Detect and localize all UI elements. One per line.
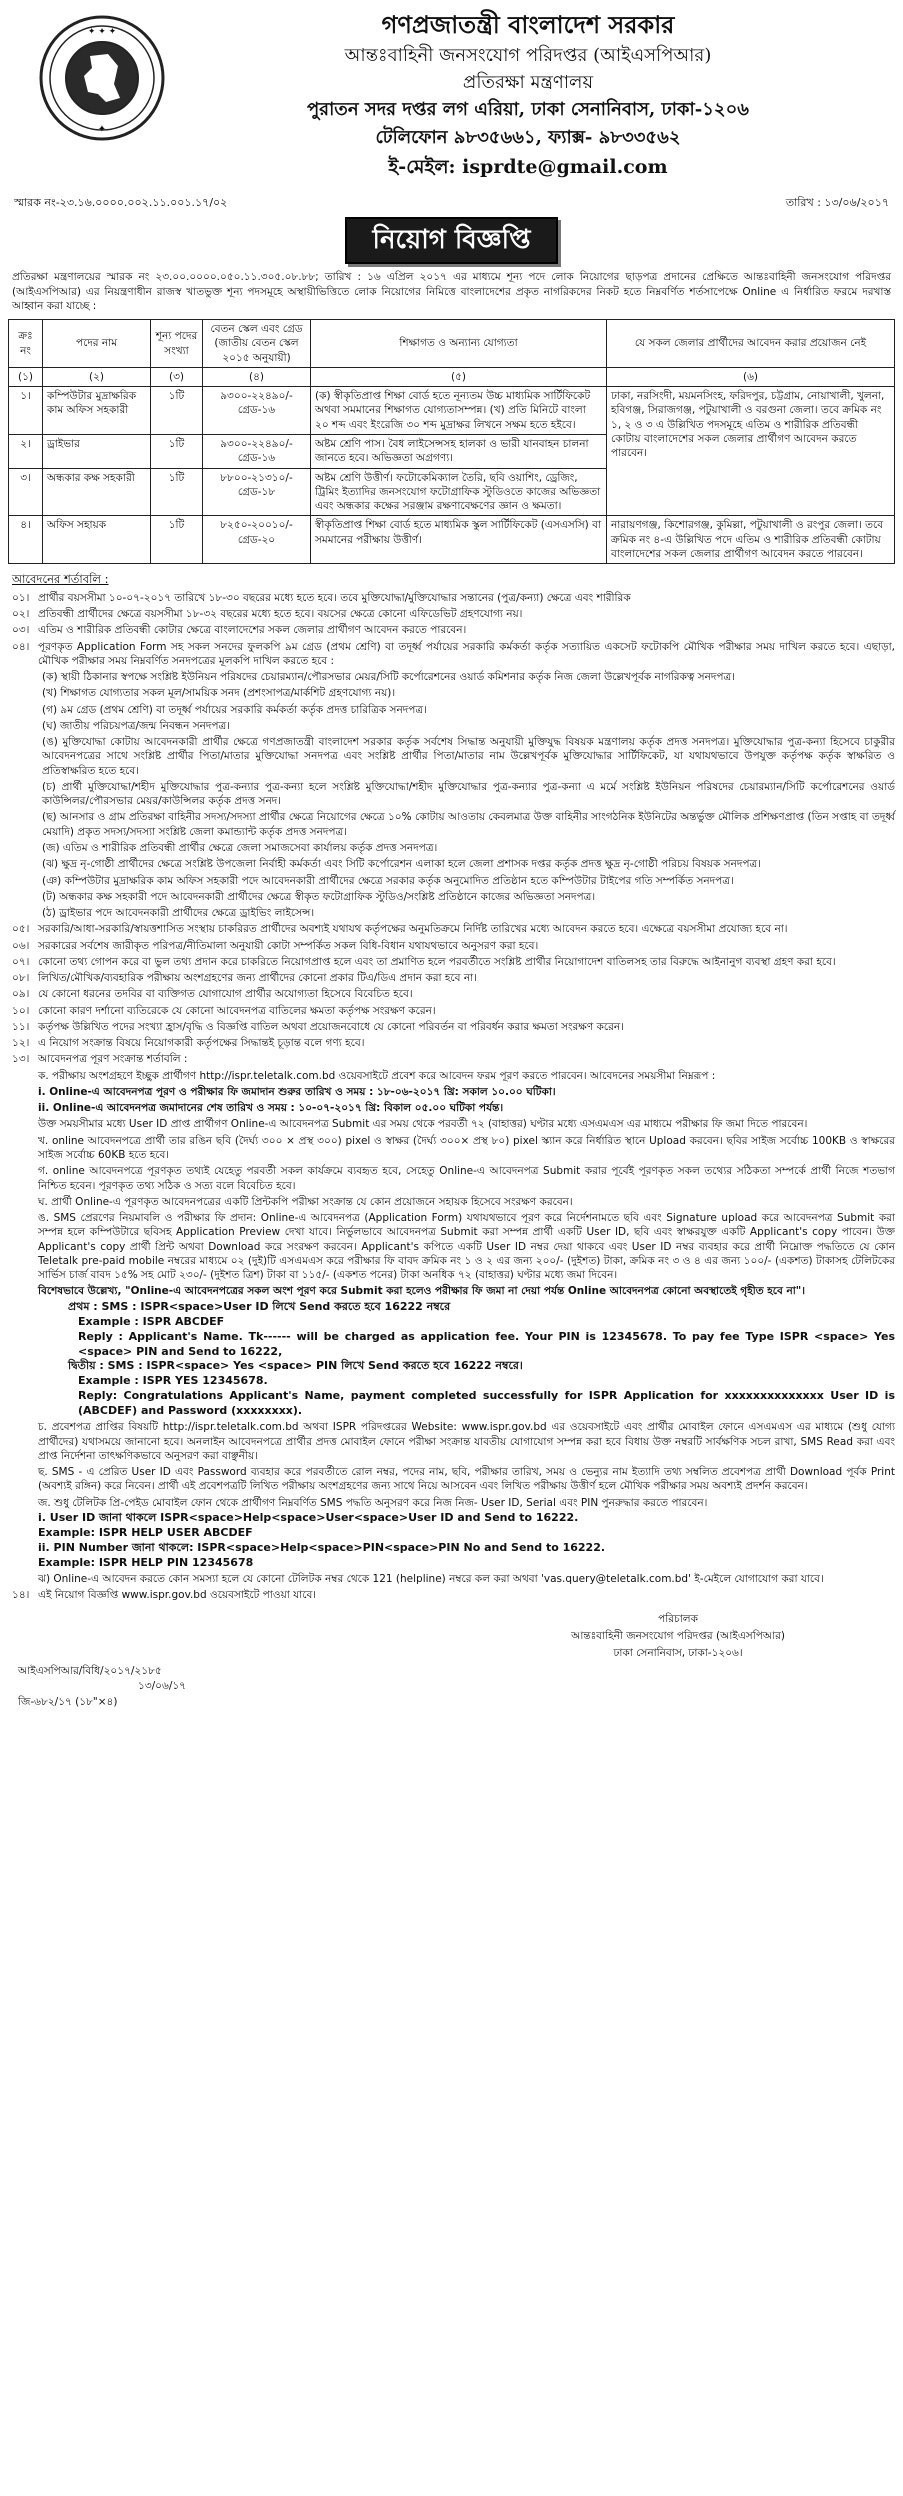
condition-number: ১১। bbox=[12, 1020, 30, 1033]
cell-count: ১টি bbox=[151, 516, 203, 564]
condition-number: ১২। bbox=[12, 1037, 30, 1050]
svg-text:✦: ✦ bbox=[97, 124, 107, 135]
footer-dfp: জি-৬৮২/১৭ (১৮"×৪) bbox=[18, 1696, 118, 1709]
condition-item bbox=[8, 986, 895, 1002]
condition-text: (ঘ) জাতীয় পরিচয়পত্র/জন্ম নিবন্ধন সনদপত্র। bbox=[42, 719, 231, 732]
cell-sl: ৩। bbox=[9, 468, 43, 516]
notice-title: নিয়োগ বিজ্ঞপ্তি bbox=[345, 217, 559, 264]
condition-item bbox=[8, 970, 895, 986]
table-row bbox=[9, 516, 895, 564]
condition-text: (ছ) আনসার ও গ্রাম প্রতিরক্ষা বাহিনীর সদস্য/সদস্যা প্রার্থীর ক্ষেত্রে নিয়োগের ক্ষেত্রে ১০% কোটায় আওতায় কেবলমাত্র উক্ত বাহিনীর সাংগঠনিক ইউনিটের অন্তর্ভুক্ত মৌলিক প্রশিক্ষণপ্রাপ্ত (তিন সপ্তাহ বা তদূর্ধ্ব মেয়াদি) প্রকৃত সদস্য/সদস্যা সংশ্লিষ্ট জেলা কমান্ড্যান্ট কর্তৃক প্রদত্ত সনদপত্র। bbox=[42, 811, 895, 838]
condition-number: ১৪। bbox=[12, 1588, 30, 1601]
intro-paragraph: প্রতিরক্ষা মন্ত্রণালয়ের স্মারক নং ২৩.০০.০০০০.০৫০.১১.৩০৫.০৮.৮৮; তারিখ : ১৬ এপ্রিল ২০১৭ এর মাধ্যমে শূন্য পদে লোক নিয়োগের ছাড়পত্র প্রদানের প্রেক্ষিতে আন্তঃবাহিনী জনসংযোগ পরিদপ্তর (আইএসপিআর) এর নিয়ন্ত্রণাধীন রাজস্ব খাতভুক্ত শূন্য পদসমূহে অস্থায়ীভিত্তিতে লোক নিয়োগের নিমিত্তে বাংলাদেশের প্রকৃত নাগরিকদের নিকট হতে নিম্নবর্ণিত শর্তসাপেক্ষে Online এ নির্ধারিত ফরমে দরখাস্ত আহ্বান করা যাচ্ছে : bbox=[12, 271, 891, 312]
phone-fax: টেলিফোন ৯৮৩৫৬৬১, ফ্যাক্স- ৯৮৩৩৫৬২ bbox=[375, 127, 681, 148]
address: পুরাতন সদর দপ্তর লগ এরিয়া, ঢাকা সেনানিবাস, ঢাকা-১২০৬ bbox=[306, 99, 750, 120]
help-pin-example: Example: ISPR HELP PIN 12345678 bbox=[38, 1555, 254, 1569]
sms-example-1: Example : ISPR ABCDEF bbox=[78, 1314, 225, 1328]
condition-text: (ঝ) ক্ষুদ্র নৃ-গোষ্ঠী প্রার্থীদের ক্ষেত্রে সংশ্লিষ্ট উপজেলা নির্বাহী কর্মকর্তা এবং সিটি কর্পোরেশন এলাকা হলে জেলা প্রশাসক দপ্তর কর্তৃক প্রদত্ত ক্ষুদ্র নৃ-গোষ্ঠী পরিচয় বিষয়ক সনদপত্র। bbox=[42, 858, 761, 871]
condition-number: ০৪। bbox=[12, 640, 30, 653]
condition-number: ০৭। bbox=[12, 955, 30, 968]
condition-number: ১৩। bbox=[12, 1053, 30, 1066]
condition-text: (জ) এতিম ও শারীরিক প্রতিবন্ধী প্রার্থীর ক্ষেত্রে জেলা সমাজসেবা কার্যালয় কর্তৃক প্রদত্ত সনদপত্র। bbox=[42, 841, 438, 854]
sms-reply-1: Reply : Applicant's Name. Tk------ will be charged as application fee. Your PIN is 12345678. To pay fee Type ISPR <space> Yes <space> PIN and Send to 16222, bbox=[78, 1329, 895, 1358]
col-number: (৩) bbox=[151, 367, 203, 386]
condition-number bbox=[8, 703, 38, 717]
memo-row bbox=[8, 196, 895, 211]
cell-scale: ৮২৫০-২০০১০/- গ্রেড-২০ bbox=[203, 516, 311, 564]
condition-text: যে কোনো ধরনের তদবির বা ব্যক্তিগত যোগাযোগ প্রার্থীর অযোগ্যতা হিসেবে বিবেচিত হবে। bbox=[38, 988, 413, 1001]
condition-item bbox=[8, 905, 895, 921]
condition-item bbox=[8, 779, 895, 810]
condition-item bbox=[8, 1003, 895, 1019]
cell-qualification: অষ্টম শ্রেণি পাস। বৈধ লাইসেন্সসহ হালকা ও ভারী যানবাহন চালনা জানতে হবে। অভিজ্ঞতা অগ্রগণ্য। bbox=[311, 434, 607, 468]
sms-step-1: প্রথম : SMS : ISPR<space>User ID লিখে Send করতে হবে 16222 নম্বরে bbox=[68, 1299, 451, 1313]
condition-text: (খ) শিক্ষাগত যোগ্যতার সকল মূল/সাময়িক সনদ (প্রশংসাপত্র/মার্কশিট গ্রহণযোগ্য নয়)। bbox=[42, 687, 396, 700]
condition-item bbox=[8, 856, 895, 872]
govt-name: গণপ্রজাতন্ত্রী বাংলাদেশ সরকার bbox=[381, 10, 675, 39]
online-f: চ. প্রবেশপত্র প্রাপ্তির বিষয়টি http://ispr.teletalk.com.bd অথবা ISPR পরিদপ্তরের Website: www.ispr.gov.bd এর ওয়েবসাইটে এবং প্রার্থীর মোবাইল ফোনে এসএমএস এর মাধ্যমে (শুধু যোগ্য প্রার্থীদের) যথাসময়ে জানানো হবে। অনলাইন আবেদনপত্রে প্রার্থীর প্রদত্ত মোবাইল ফোনে পরীক্ষা সংক্রান্ত যাবতীয় যোগাযোগ সম্পন্ন করা হবে বিধায় উক্ত নম্বরটি সার্বক্ষণিক সচল রাখা, SMS Read করা এবং প্রাপ্ত নির্দেশনা তাৎক্ষণিকভাবে অনুসরণ করা বাঞ্ছনীয়। bbox=[38, 1421, 895, 1462]
online-h: জ. শুধু টেলিটক প্রি-পেইড মোবাইল ফোন থেকে প্রার্থীগণ নিম্নবর্ণিত SMS পদ্ধতি অনুসরণ করে নিজ নিজ- User ID, Serial এবং PIN পুনরুদ্ধার করতে পারবেন। bbox=[38, 1496, 708, 1509]
online-ii: ii. Online-এ আবেদনপত্র জমাদানের শেষ তারিখ ও সময় : ১০-০৭-২০১৭ খ্রি: বিকাল ০৫.০০ ঘটিকা পর্যন্ত। bbox=[38, 1102, 504, 1115]
condition-text: প্রতিবন্ধী প্রার্থীদের ক্ষেত্রে বয়সসীমা ১৮-৩২ বছরের মধ্যে হতে হবে। বয়সের ক্ষেত্রে কোনো এফিডেভিট গ্রহণযোগ্য নয়। bbox=[38, 607, 523, 620]
condition-item bbox=[8, 809, 895, 840]
cell-count: ১টি bbox=[151, 468, 203, 516]
memo-ref: স্মারক নং-২৩.১৬.০০০০.০০২.১১.০০১.১৭/০২ bbox=[14, 196, 228, 209]
condition-item bbox=[8, 1051, 895, 1067]
condition-text: লিখিত/মৌখিক/ব্যবহারিক পরীক্ষায় অংশগ্রহণের জন্য প্রার্থীদের কোনো প্রকার টিএ/ডিএ প্রদান করা হবে না। bbox=[38, 972, 477, 985]
condition-item bbox=[8, 702, 895, 718]
col-header: শিক্ষাগত ও অন্যান্য যোগ্যতা bbox=[311, 320, 607, 368]
help-user-id: i. User ID জানা থাকলে ISPR<space>Help<space>User<space>User ID and Send to 16222. bbox=[38, 1510, 579, 1524]
condition-item bbox=[8, 954, 895, 970]
condition-text: প্রার্থীর বয়সসীমা ১০-০৭-২০১৭ তারিখে ১৮-৩০ বছরের মধ্যে হতে হবে। তবে মুক্তিযোদ্ধা/মুক্তিযোদ্ধার সন্তানের (পুত্র/কন্যা) ক্ষেত্রে এবং শারীরিক bbox=[38, 591, 631, 604]
signatory-office: আন্তঃবাহিনী জনসংযোগ পরিদপ্তর (আইএসপিআর) bbox=[571, 1630, 785, 1643]
condition-text: পূরণকৃত Application Form সহ সকল সনদের ফুলকপি ৯ম গ্রেড (প্রথম শ্রেণি) বা তদূর্ধ্ব পর্যায়ের সরকারি কর্মকর্তা কর্তৃক সত্যায়িত একসেট ফটোকপি মৌখিক পরীক্ষার সময় দাখিল করতে হবে। এছাড়া, মৌখিক পরীক্ষার সময় নিম্নবর্ণিত সনদপত্রের মূলকপি দাখিল করতে হবে : bbox=[38, 640, 895, 667]
online-i: i. Online-এ আবেদনপত্র পূরণ ও পরীক্ষার ফি জমাদান শুরুর তারিখ ও সময় : ১৮-০৬-২০১৭ খ্রি: সকাল ১০.০০ ঘটিকা। bbox=[38, 1085, 556, 1098]
condition-number bbox=[8, 780, 38, 809]
online-ii-note: উক্ত সময়সীমার মধ্যে User ID প্রাপ্ত প্রার্থীগণ Online-এ আবেদনপত্র Submit এর সময় থেকে পরবর্তী ৭২ (বাহাত্তর) ঘণ্টার মধ্যে এসএমএস এর মাধ্যমে পরীক্ষার ফি জমা দিতে পারবেন। bbox=[38, 1118, 808, 1131]
online-g: ছ. SMS - এ প্রেরিত User ID এবং Password ব্যবহার করে পরবর্তীতে রোল নম্বর, পদের নাম, ছবি, পরীক্ষার তারিখ, সময় ও ভেন্যুর নাম ইত্যাদি তথ্য সম্বলিত প্রবেশপত্র প্রার্থী Download পূর্বক Print (অবশ্যই রঙ্গিন) করে নিবেন। প্রার্থী এই প্রবেশপত্রটি লিখিত পরীক্ষায় অংশগ্রহণের জন্য সাথে নিয়ে আসবেন এবং লিখিত পরীক্ষায় উত্তীর্ণ হলে মৌখিক পরীক্ষার সময় অবশ্যই প্রদর্শন করবেন। bbox=[38, 1466, 895, 1493]
condition-item bbox=[8, 669, 895, 685]
condition-number bbox=[8, 719, 38, 733]
conditions-list bbox=[8, 590, 895, 1068]
condition-item bbox=[8, 873, 895, 889]
condition-item bbox=[8, 840, 895, 856]
online-j: ঝ) Online-এ আবেদন করতে কোন সমস্যা হলে যে কোনো টেলিটক নম্বর থেকে 121 (helpline) নম্বরে কল করা অথবা 'vas.query@teletalk.com.bd' ই-মেইলে যোগাযোগ করা যাবে। bbox=[38, 1572, 824, 1585]
footer-ref: আইএসপিআর/বিধি/২০১৭/২১৮৫ bbox=[18, 1664, 162, 1677]
cell-qualification: স্বীকৃতিপ্রাপ্ত শিক্ষা বোর্ড হতে মাধ্যমিক স্কুল সার্টিফিকেট (এসএসসি) বা সমমানের পরীক্ষায় উত্তীর্ণ। bbox=[311, 516, 607, 564]
condition-item bbox=[8, 685, 895, 701]
letterhead bbox=[8, 6, 895, 196]
condition-text: কোনো কারণ দর্শানো ব্যতিরেকে যে কোনো আবেদনপত্র বাতিলের ক্ষমতা কর্তৃপক্ষ সংরক্ষণ করেন। bbox=[38, 1004, 436, 1017]
table-row bbox=[9, 387, 895, 435]
notice-title-box bbox=[8, 217, 895, 264]
condition-item bbox=[8, 718, 895, 734]
online-b: খ. online আবেদনপত্রে প্রার্থী তার রঙিন ছবি (দৈর্ঘ্য ৩০০ × প্রস্থ ৩০০) pixel ও স্বাক্ষর (দৈর্ঘ্য ৩০০× প্রস্থ ৮০) pixel স্ক্যান করে নির্ধারিত স্থানে Upload করবেন। ছবির সাইজ সর্বোচ্চ 100KB ও স্বাক্ষরের সাইজ সর্বোচ্চ 60KB হতে হবে। bbox=[38, 1134, 895, 1162]
online-e-note: বিশেষভাবে উল্লেখ্য, "Online-এ আবেদনপত্রের সকল অংশ পূরণ করে Submit করা হলেও পরীক্ষার ফি জমা না দেয়া পর্যন্ত Online আবেদনপত্র কোনো অবস্থাতেই গৃহীত হবে না"। bbox=[38, 1285, 806, 1298]
condition-number bbox=[8, 735, 38, 778]
condition-text: কোনো তথ্য গোপন করে বা ভুল তথ্য প্রদান করে চাকরিতে নিয়োগপ্রাপ্ত হলে এবং তা প্রমাণিত হলে পরবর্তীতে সংশ্লিষ্ট প্রার্থীর নিয়োগাদেশ বাতিলসহ তার বিরুদ্ধে আইনানুগ ব্যবস্থা গ্রহণ করা হবে। bbox=[38, 955, 836, 968]
col-number: (১) bbox=[9, 367, 43, 386]
condition-item bbox=[8, 606, 895, 622]
online-c: গ. online আবেদনপত্রে পূরণকৃত তথ্যই যেহেতু পরবর্তী সকল কার্যক্রমে ব্যবহৃত হবে, সেহেতু Online-এ আবেদনপত্র Submit করার পূর্বেই পূরণকৃত সকল তথ্যের সঠিকতা সম্পর্কে প্রার্থী নিজে শতভাগ নিশ্চিত হবেন। পূরণকৃত তথ্য সঠিক ও সত্য বলে বিবেচিত হবে। bbox=[38, 1165, 895, 1192]
help-pin: ii. PIN Number জানা থাকলে: ISPR<space>Help<space>PIN<space>PIN No and Send to 16222. bbox=[38, 1540, 606, 1554]
cell-qualification: অষ্টম শ্রেণি উত্তীর্ণ। ফটোকেমিক্যাল তৈরি, ছবি ওয়াশিং, ড্রেজিং, ট্রিমিং ইত্যাদির জনসংযোগ ফটোগ্রাফিক স্টুডিওতে কাজের অভিজ্ঞতা এবং অন্ধকার কক্ষের সরঞ্জাম রক্ষণাবেক্ষণের জ্ঞান ও ক্ষমতা। bbox=[311, 468, 607, 516]
condition-text: সরকারি/আধা-সরকারি/স্বায়ত্তশাসিত সংস্থায় চাকরিরত প্রার্থীদের অবশ্যই যথাযথ কর্তৃপক্ষের অনুমতিক্রমে নির্দিষ্ট তারিখের মধ্যে আবেদন করতে হবে। এক্ষেত্রে বয়সসীমা প্রযোজ্য হবে না। bbox=[38, 923, 788, 936]
cell-districts: ঢাকা, নরসিংদী, ময়মনসিংহ, ফরিদপুর, চট্টগ্রাম, নোয়াখালী, খুলনা, হবিগঞ্জ, সিরাজগঞ্জ, পটুয়াখালী ও বরগুনা জেলা। তবে ক্রমিক নং ১, ২ ও ৩ এ উল্লিখিত পদসমূহে এতিম ও শারীরিক প্রতিবন্ধী কোটায় বাংলাদেশের সকল জেলার প্রার্থীগণ আবেদন করতে পারবেন। bbox=[607, 387, 895, 516]
condition-item bbox=[8, 921, 895, 937]
condition-text: এ নিয়োগ সংক্রান্ত বিষয়ে নিয়োগকারী কর্তৃপক্ষের সিদ্ধান্তই চূড়ান্ত বলে গণ্য হবে। bbox=[38, 1037, 365, 1050]
online-a: ক. পরীক্ষায় অংশগ্রহণে ইচ্ছুক প্রার্থীগণ http://ispr.teletalk.com.bd ওয়েবসাইটে প্রবেশ করে আবেদন ফরম পূরণ করতে পারবেন। আবেদনের সময়সীমা নিম্নরূপ : bbox=[38, 1069, 716, 1082]
condition-number bbox=[8, 874, 38, 888]
signatory-title: পরিচালক bbox=[658, 1613, 698, 1626]
cell-count: ১টি bbox=[151, 434, 203, 468]
email: ই-মেইল: isprdte@gmail.com bbox=[388, 156, 668, 178]
condition-number bbox=[8, 890, 38, 904]
col-number: (৬) bbox=[607, 367, 895, 386]
condition-number: ০১। bbox=[12, 591, 30, 604]
help-user-id-example: Example: ISPR HELP USER ABCDEF bbox=[38, 1525, 253, 1539]
condition-item bbox=[8, 639, 895, 670]
ministry-name: প্রতিরক্ষা মন্ত্রণালয় bbox=[462, 72, 594, 93]
condition-number: ০৮। bbox=[12, 972, 30, 985]
cell-count: ১টি bbox=[151, 387, 203, 435]
condition-text: আবেদনপত্র পূরণ সংক্রান্ত শর্তাবলি : bbox=[38, 1053, 188, 1066]
posts-table bbox=[8, 319, 895, 564]
cell-post: ড্রাইভার bbox=[43, 434, 151, 468]
condition-number: ০৬। bbox=[12, 939, 30, 952]
online-d: ঘ. প্রার্থী Online-এ পূরণকৃত আবেদনপত্রের একটি প্রিন্টকপি পরীক্ষা সংক্রান্ত যে কোন প্রয়োজনে সহায়ক হিসেবে সংরক্ষণ করবেন। bbox=[38, 1195, 573, 1208]
cell-post: অফিস সহায়ক bbox=[43, 516, 151, 564]
condition-text: (ঞ) কম্পিউটার মুদ্রাক্ষরিক কাম অফিস সহকারী পদে আবেদনকারী প্রার্থীদের ক্ষেত্রে সরকার কর্তৃক অনুমোদিত প্রতিষ্ঠান হতে কম্পিউটার টাইপের গতি সম্পর্কিত সনদপত্র। bbox=[42, 874, 734, 887]
condition-text: (ট) অন্ধকার কক্ষ সহকারী পদে আবেদনকারী প্রার্থীদের ক্ষেত্রে স্বীকৃত ফটোগ্রাফিক স্টুডিও/সংশ্লিষ্ট প্রতিষ্ঠানে কাজের অভিজ্ঞতা সনদপত্র। bbox=[42, 890, 596, 903]
condition-number: ০৫। bbox=[12, 923, 30, 936]
conditions-title: আবেদনের শর্তাবলি : bbox=[12, 572, 109, 587]
svg-text:✦ ✦ ✦: ✦ ✦ ✦ bbox=[87, 27, 117, 37]
condition-item bbox=[8, 889, 895, 905]
col-header: শূন্য পদের সংখ্যা bbox=[151, 320, 203, 368]
sms-reply-2: Reply: Congratulations Applicant's Name, payment completed successfully for ISPR Application for xxxxxxxxxxxxxx User ID is (ABCDEF) and Password (xxxxxxxx). bbox=[78, 1389, 895, 1418]
sms-example-2: Example : ISPR YES 12345678. bbox=[78, 1374, 268, 1388]
memo-date: তারিখ : ১৩/০৬/২০১৭ bbox=[785, 196, 889, 209]
condition-item bbox=[8, 622, 895, 638]
condition-text: (ঙ) মুক্তিযোদ্ধা কোটায় আবেদনকারী প্রার্থীর ক্ষেত্রে গণপ্রজাতন্ত্রী বাংলাদেশ সরকার কর্তৃক সর্বশেষ সিদ্ধান্ত অনুযায়ী মুক্তিযুদ্ধ বিষয়ক মন্ত্রণালয় কর্তৃক প্রদত্ত সনদপত্র। মুক্তিযোদ্ধার পুত্র-কন্যা হিসেবে চাকুরীর আবেদনপত্রের সাথে সংশ্লিষ্ট প্রার্থীর পিতা/মাতার মুক্তিযোদ্ধা সনদপত্র এবং সংশ্লিষ্ট প্রার্থীর পিতা/মাতার নাম উল্লেখপূর্বক মুক্তিযোদ্ধার সার্টিফিকেট, যা যথাযথভাবে উপযুক্ত কর্তৃপক্ষ কর্তৃক স্বাক্ষরিত ও প্রতিস্বাক্ষরিত হতে হবে। bbox=[42, 736, 895, 777]
sms-step-2: দ্বিতীয় : SMS : ISPR<space> Yes <space> PIN লিখে Send করতে হবে 16222 নম্বরে। bbox=[68, 1359, 523, 1373]
condition-text: এই নিয়োগ বিজ্ঞপ্তি www.ispr.gov.bd ওয়েবসাইটে পাওয়া যাবে। bbox=[38, 1588, 317, 1601]
online-e: ঙ. SMS প্রেরণের নিয়মাবলি ও পরীক্ষার ফি প্রদান: Online-এ আবেদনপত্র (Application Form) যথাযথভাবে পূরণ করে নির্দেশনামতে ছবি এবং Signature upload করে আবেদনপত্র Submit করা সম্পন্ন হলে কম্পিউটারে ছবিসহ Application Preview দেখা যাবে। নির্ভুলভাবে আবেদনপত্র Submit করা সম্পন্ন প্রার্থী একটি User ID, ছবি এবং স্বাক্ষরযুক্ত একটি Applicant's copy পাবেন। উক্ত Applicant's copy প্রার্থী প্রিন্ট অথবা Download করে সংরক্ষণ করবেন। Applicant's কপিতে একটি User ID নম্বর দেয়া থাকবে এবং User ID নম্বর ব্যবহার করে প্রার্থী নিম্নোক্ত পদ্ধতিতে যে কোন Teletalk pre-paid mobile নম্বরের মাধ্যমে ০২ (দুই)টি এসএমএস করে পরীক্ষার ফি বাবদ ক্রমিক নং ১ ও ২ এর জন্য ২০০/- (দুইশত) টাকা, ক্রমিক নং ৩ ও ৪ এর জন্য ১০০/- (একশত) টাকাসহ টেলিটকের সার্ভিস চার্জ বাবদ ১৫% সহ মোট ২৩০/- (দুইশত ত্রিশ) টাকা বা ১১৫/- (একশত পনের) টাকা অনধিক ৭২ (বাহাত্তর) ঘণ্টার মধ্যে জমা দিবেন। bbox=[38, 1212, 895, 1282]
cell-sl: ২। bbox=[9, 434, 43, 468]
condition-item bbox=[8, 938, 895, 954]
condition-text: এতিম ও শারীরিক প্রতিবন্ধী কোটার ক্ষেত্রে বাংলাদেশের সকল জেলার প্রার্থীগণ আবেদন করতে পারবেন। bbox=[38, 624, 467, 637]
cell-post: কম্পিউটার মুদ্রাক্ষরিক কাম অফিস সহকারী bbox=[43, 387, 151, 435]
condition-item bbox=[8, 1019, 895, 1035]
col-header: পদের নাম bbox=[43, 320, 151, 368]
cell-scale: ৯৩০০-২২৪৯০/- গ্রেড-১৬ bbox=[203, 434, 311, 468]
cell-qualification: (ক) স্বীকৃতিপ্রাপ্ত শিক্ষা বোর্ড হতে নূন্যতম উচ্চ মাধ্যমিক সার্টিফিকেট অথবা সমমানের শিক্ষাগত যোগ্যতাসম্পন্ন। (খ) প্রতি মিনিটে বাংলা ২০ শব্দ এবং ইংরেজি ৩০ শব্দ মুদ্রাক্ষর লিখনে সক্ষম হতে হইবে। bbox=[311, 387, 607, 435]
col-number: (৫) bbox=[311, 367, 607, 386]
cell-districts: নারায়ণগঞ্জ, কিশোরগঞ্জ, কুমিল্লা, পটুয়াখালী ও রংপুর জেলা। তবে ক্রমিক নং ৪-এ উল্লিখিত পদে এতিম ও শারীরিক প্রতিবন্ধী কোটায় বাংলাদেশের সকল জেলার প্রার্থীগণ আবেদন করতে পারবেন। bbox=[607, 516, 895, 564]
condition-text: (চ) প্রার্থী মুক্তিযোদ্ধা/শহীদ মুক্তিযোদ্ধার পুত্র-কন্যার পুত্র-কন্যা হলে সংশ্লিষ্ট মুক্তিযোদ্ধা/শহীদ মুক্তিযোদ্ধার পুত্র-কন্যার পুত্র-কন্যা এ মর্মে সংশ্লিষ্ট ইউনিয়ন পরিষদের চেয়ারম্যান/সিটি কর্পোরেশনের ওয়ার্ড কাউন্সিলর/পৌরসভার মেয়র/কাউন্সিলর কর্তৃক প্রদত্ত সনদ। bbox=[42, 780, 895, 808]
condition-number: ১০। bbox=[12, 1004, 30, 1017]
condition-text: (ক) স্থায়ী ঠিকানার স্বপক্ষে সংশ্লিষ্ট ইউনিয়ন পরিষদের চেয়ারম্যান/পৌরসভার মেয়র/সিটি কর্পোরেশনের ওয়ার্ড কমিশনার কর্তৃক নিজ জেলা উল্লেখপূর্বক নাগরিকত্ব সনদপত্র। bbox=[42, 671, 735, 684]
table-header-row bbox=[9, 320, 895, 368]
condition-number: ০২। bbox=[12, 607, 30, 620]
condition-number bbox=[8, 857, 38, 871]
cell-scale: ৯৩০০-২২৪৯০/- গ্রেড-১৬ bbox=[203, 387, 311, 435]
col-header: বেতন স্কেল এবং গ্রেড (জাতীয় বেতন স্কেল ২০১৫ অনুযায়ী) bbox=[203, 320, 311, 368]
government-seal-icon bbox=[38, 14, 166, 142]
condition-number: ০৩। bbox=[12, 624, 30, 637]
cell-sl: ১। bbox=[9, 387, 43, 435]
condition-text: (গ) ৯ম গ্রেড (প্রথম শ্রেণি) বা তদূর্ধ্ব পর্যায়ের সরকারি কর্মকর্তা কর্তৃক প্রদত্ত চারিত্রিক সনদপত্র। bbox=[42, 703, 427, 716]
condition-number bbox=[8, 906, 38, 920]
condition-text: সরকারের সর্বশেষ জারীকৃত পরিপত্র/নীতিমালা অনুযায়ী কোটা সম্পর্কিত সকল বিধি-বিধান যথাযথভাবে অনুসরণ করা হবে। bbox=[38, 939, 539, 952]
condition-number bbox=[8, 686, 38, 700]
condition-item bbox=[8, 590, 895, 606]
condition-number bbox=[8, 670, 38, 684]
online-instructions bbox=[8, 1068, 895, 1604]
footer bbox=[8, 1664, 895, 1711]
condition-number bbox=[8, 841, 38, 855]
condition-number: ০৯। bbox=[12, 988, 30, 1001]
directorate-name: আন্তঃবাহিনী জনসংযোগ পরিদপ্তর (আইএসপিআর) bbox=[344, 45, 712, 66]
signature-block bbox=[8, 1611, 895, 1661]
footer-date: ১৩/০৬/১৭ bbox=[138, 1680, 187, 1693]
condition-text: (ঠ) ড্রাইভার পদে আবেদনকারী প্রার্থীদের ক্ষেত্রে ড্রাইভিং লাইসেন্স। bbox=[42, 907, 315, 920]
col-number: (৪) bbox=[203, 367, 311, 386]
cell-post: অন্ধকার কক্ষ সহকারী bbox=[43, 468, 151, 516]
col-number: (২) bbox=[43, 367, 151, 386]
signatory-address: ঢাকা সেনানিবাস, ঢাকা-১২০৬। bbox=[613, 1646, 743, 1659]
condition-number bbox=[8, 810, 38, 839]
col-number-row bbox=[9, 367, 895, 386]
cell-scale: ৮৮০০-২১৩১০/- গ্রেড-১৮ bbox=[203, 468, 311, 516]
cell-sl: ৪। bbox=[9, 516, 43, 564]
condition-item bbox=[8, 1035, 895, 1051]
condition-text: কর্তৃপক্ষ উল্লিখিত পদের সংখ্যা হ্রাস/বৃদ্ধি ও বিজ্ঞপ্তি বাতিল অথবা প্রয়োজনবোধে যে কোনো পরিবর্তন বা পরিবর্ধন করার ক্ষমতা সংরক্ষণ করেন। bbox=[38, 1020, 624, 1033]
condition-item bbox=[8, 734, 895, 779]
col-header: ক্রঃ নং bbox=[9, 320, 43, 368]
col-header: যে সকল জেলার প্রার্থীদের আবেদন করার প্রয়োজন নেই bbox=[607, 320, 895, 368]
